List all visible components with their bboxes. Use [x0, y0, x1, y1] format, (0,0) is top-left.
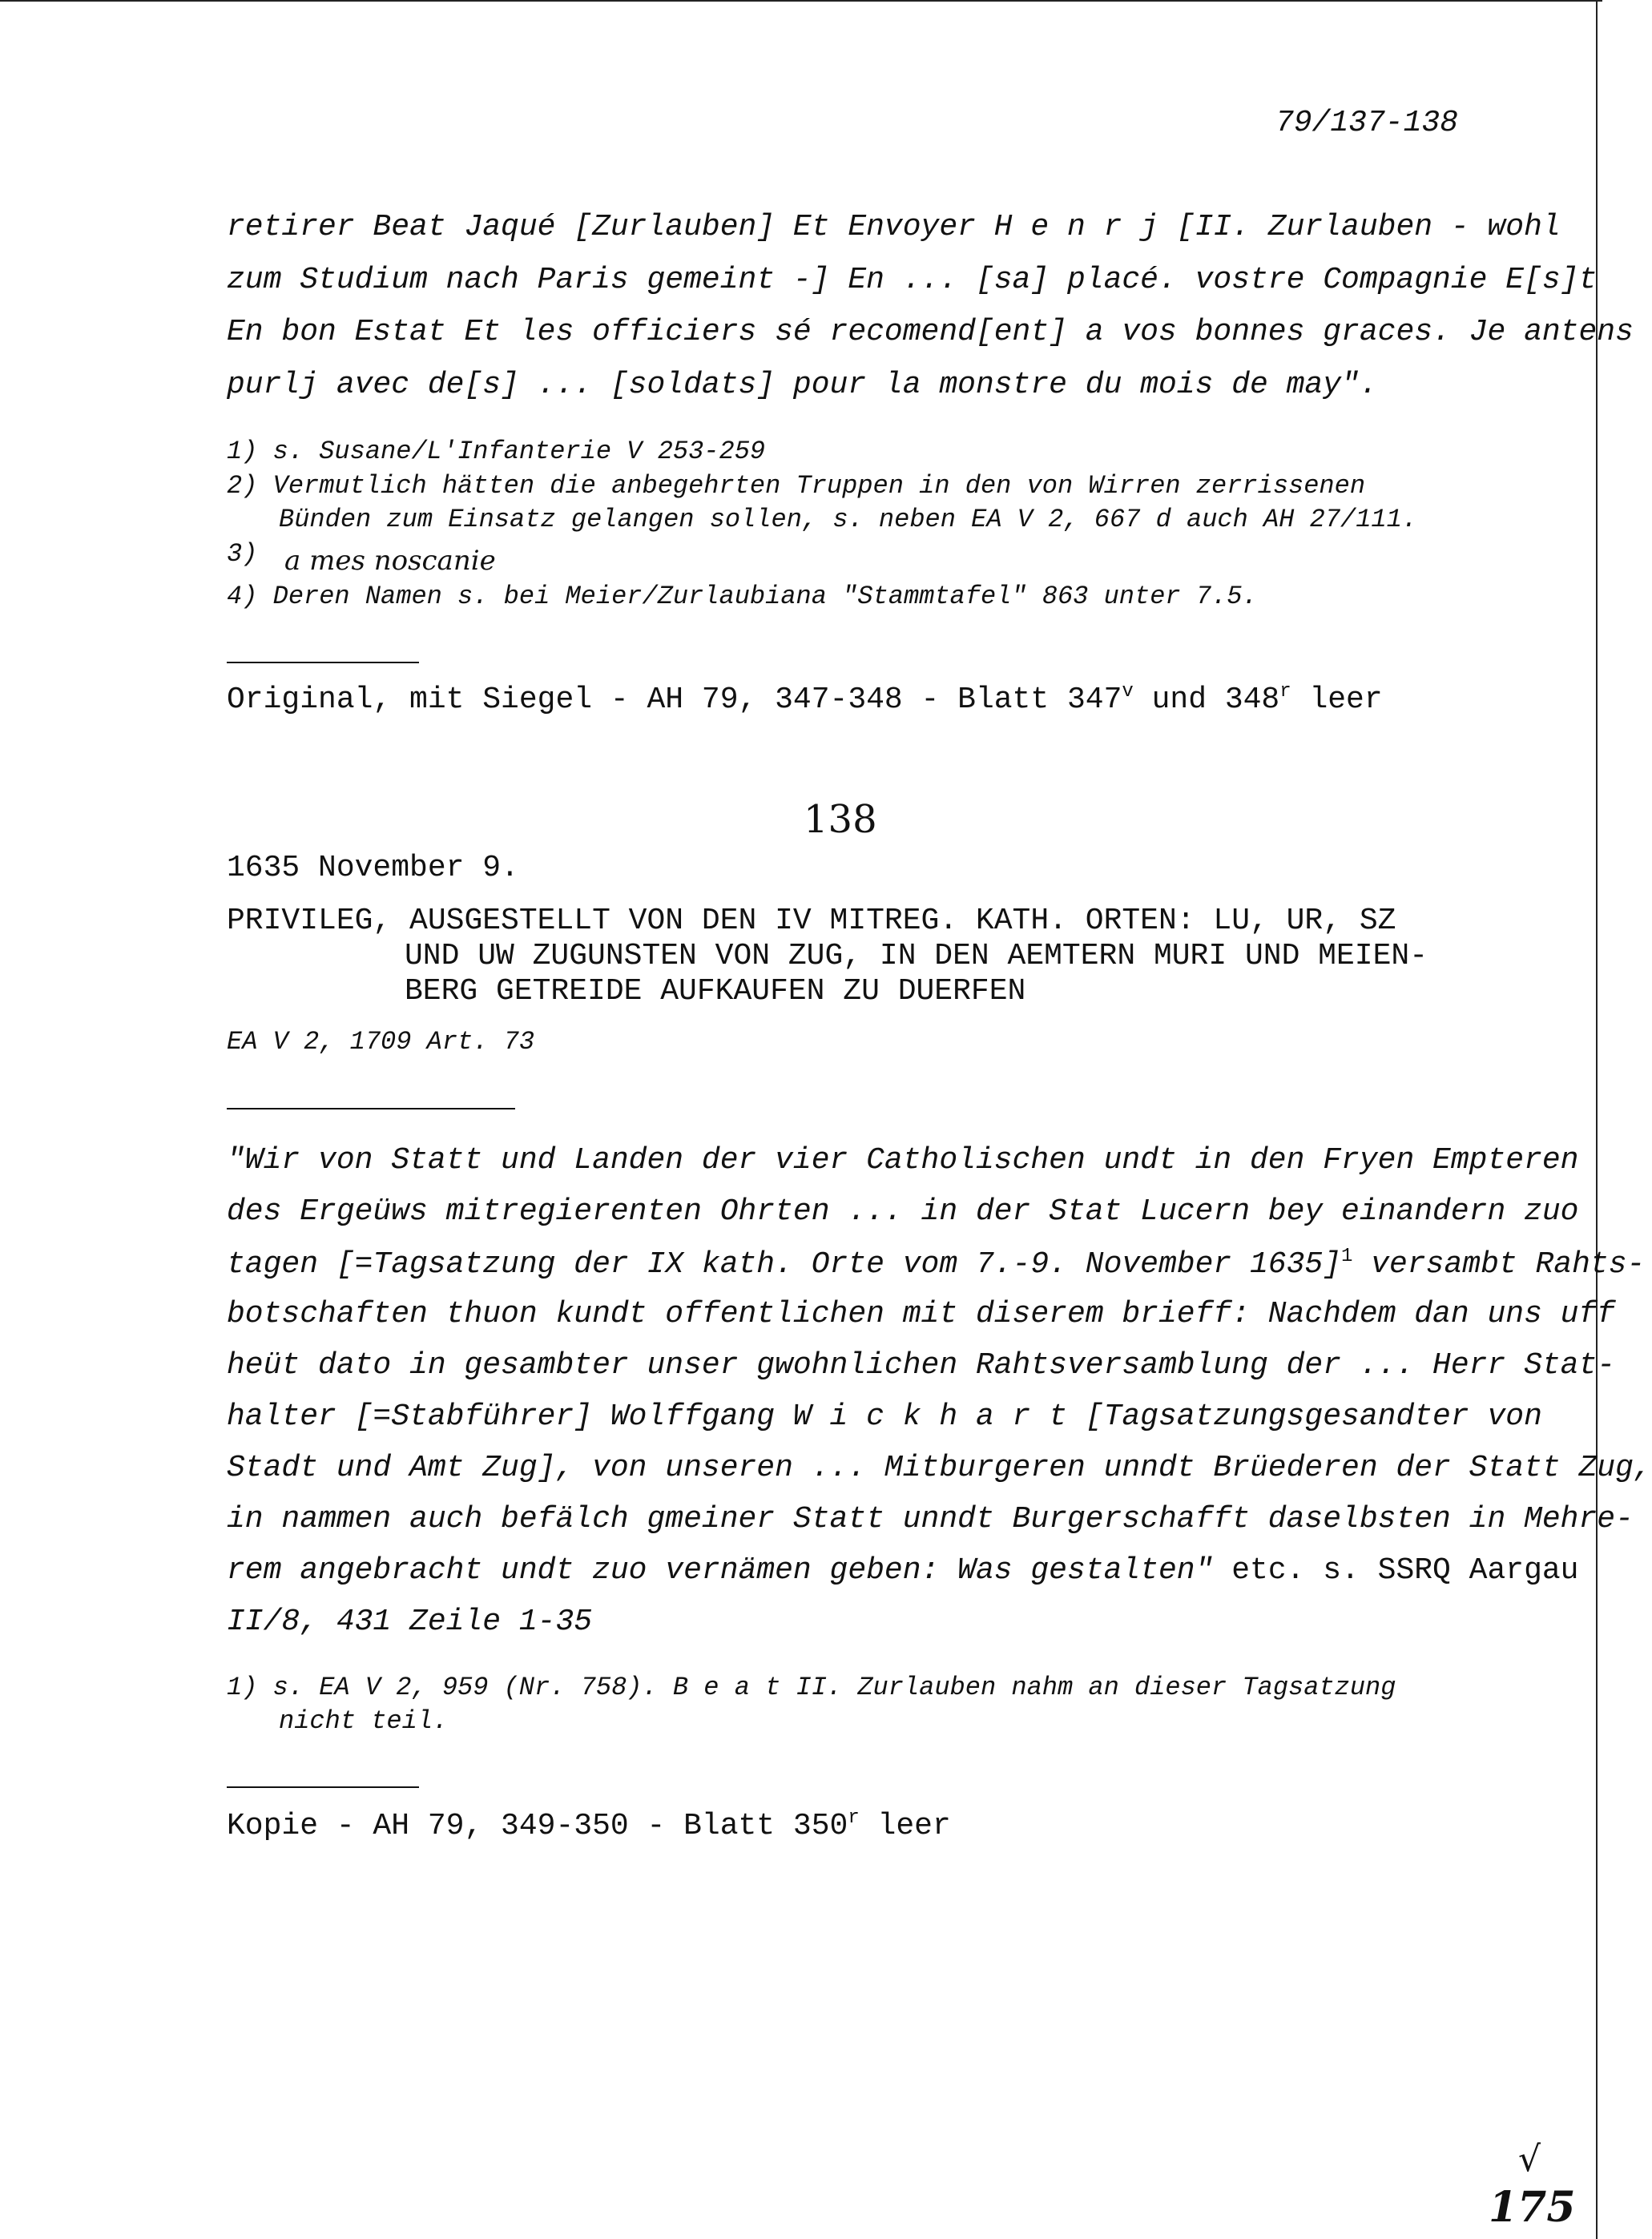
quote-line: II/8, 431 Zeile 1-35 — [227, 1605, 593, 1639]
quote-line: des Ergeüws mitregierenten Ohrten ... in der Stat Lucern bey einandern zuo — [227, 1194, 1579, 1229]
document-title-line: BERG GETREIDE AUFKAUFEN ZU DUERFEN — [405, 974, 1026, 1009]
quote-line: heüt dato in gesambter unser gwohnlichen Rahtsversamblung der ... Herr Stat- — [227, 1348, 1616, 1383]
folio-verso: v — [1122, 681, 1134, 703]
footnote-1-continued: nicht teil. — [279, 1706, 449, 1736]
document-number: 138 — [804, 797, 877, 842]
reference-text: etc. s. SSRQ Aargau — [1213, 1553, 1579, 1588]
footnote-4: 4) Deren Namen s. bei Meier/Zurlaubiana "Stammtafel" 863 unter 7.5. — [227, 582, 1258, 611]
quote-line: Stadt und Amt Zug], von unseren ... Mitburgeren unndt Brüederen der Statt Zug, — [227, 1451, 1652, 1485]
source-line — [227, 681, 1383, 717]
quote-line — [227, 1246, 1645, 1282]
document-title: PRIVILEG, AUSGESTELLT VON DEN IV MITREG. KATH. ORTEN: LU, UR, SZ — [227, 904, 1396, 938]
document-title-line: UND UW ZUGUNSTEN VON ZUG, IN DEN AEMTERN MURI UND MEIEN- — [405, 939, 1428, 973]
divider — [227, 662, 419, 663]
quote-line: retirer Beat Jaqué [Zurlauben] Et Envoyer H e n r j [II. Zurlauben - wohl — [227, 210, 1561, 244]
quote-line: in nammen auch befälch gmeiner Statt unndt Burgerschafft daselbsten in Mehre- — [227, 1502, 1634, 1536]
quote-line: En bon Estat Et les officiers sé recomend[ent] a vos bonnes graces. Je antens — [227, 315, 1634, 349]
quote-line: purlj avec de[s] ... [soldats] pour la monstre du mois de may". — [227, 368, 1378, 402]
page-edge-top — [0, 0, 1602, 2]
folio-recto: r — [848, 1807, 860, 1829]
handwritten-annotation: a mes noscanie — [284, 545, 496, 577]
page-reference: 79/137-138 — [1275, 106, 1458, 140]
source-text-mid: und 348 — [1133, 683, 1280, 717]
footnote-3: 3) — [227, 539, 258, 569]
source-text: Original, mit Siegel - AH 79, 347-348 - Blatt 347 — [227, 683, 1122, 717]
footnote-2-continued: Bünden zum Einsatz gelangen sollen, s. neben EA V 2, 667 d auch AH 27/111. — [279, 505, 1418, 534]
check-mark: √ — [1518, 2139, 1541, 2180]
folio-recto: r — [1279, 681, 1291, 703]
source-text-end: leer — [1291, 683, 1383, 717]
document-reference: EA V 2, 1709 Art. 73 — [227, 1027, 535, 1057]
quote-line: zum Studium nach Paris gemeint -] En ... [sa] placé. vostre Compagnie E[s]t — [227, 263, 1598, 297]
divider — [227, 1108, 515, 1109]
folio-number: 175 — [1489, 2183, 1576, 2232]
source-line — [227, 1807, 951, 1843]
document-date: 1635 November 9. — [227, 851, 519, 885]
quote-line: "Wir von Statt und Landen der vier Catholischen undt in den Fryen Empteren — [227, 1143, 1579, 1178]
footnote-2: 2) Vermutlich hätten die anbegehrten Truppen in den von Wirren zerrissenen — [227, 471, 1366, 501]
footnote-1: 1) s. EA V 2, 959 (Nr. 758). B e a t II. Zurlauben nahm an dieser Tagsatzung — [227, 1673, 1396, 1702]
source-text-end: leer — [859, 1809, 951, 1843]
quote-text: tagen [=Tagsatzung der IX kath. Orte vom 7.-9. November 1635] — [227, 1247, 1342, 1282]
footnote-1: 1) s. Susane/L'Infanterie V 253-259 — [227, 437, 766, 466]
quote-line: botschaften thuon kundt offentlichen mit diserem brieff: Nachdem dan uns uff — [227, 1297, 1616, 1331]
quote-line: halter [=Stabführer] Wolffgang W i c k h a r t [Tagsatzungsgesandter von — [227, 1399, 1542, 1434]
divider — [227, 1786, 419, 1788]
quote-text: versambt Rahts- — [1352, 1247, 1646, 1282]
source-text: Kopie - AH 79, 349-350 - Blatt 350 — [227, 1809, 848, 1843]
footnote-marker: 1 — [1341, 1246, 1353, 1267]
quote-line — [227, 1553, 1578, 1588]
quote-text: rem angebracht undt zuo vernämen geben: Was gestalten" — [227, 1553, 1214, 1588]
